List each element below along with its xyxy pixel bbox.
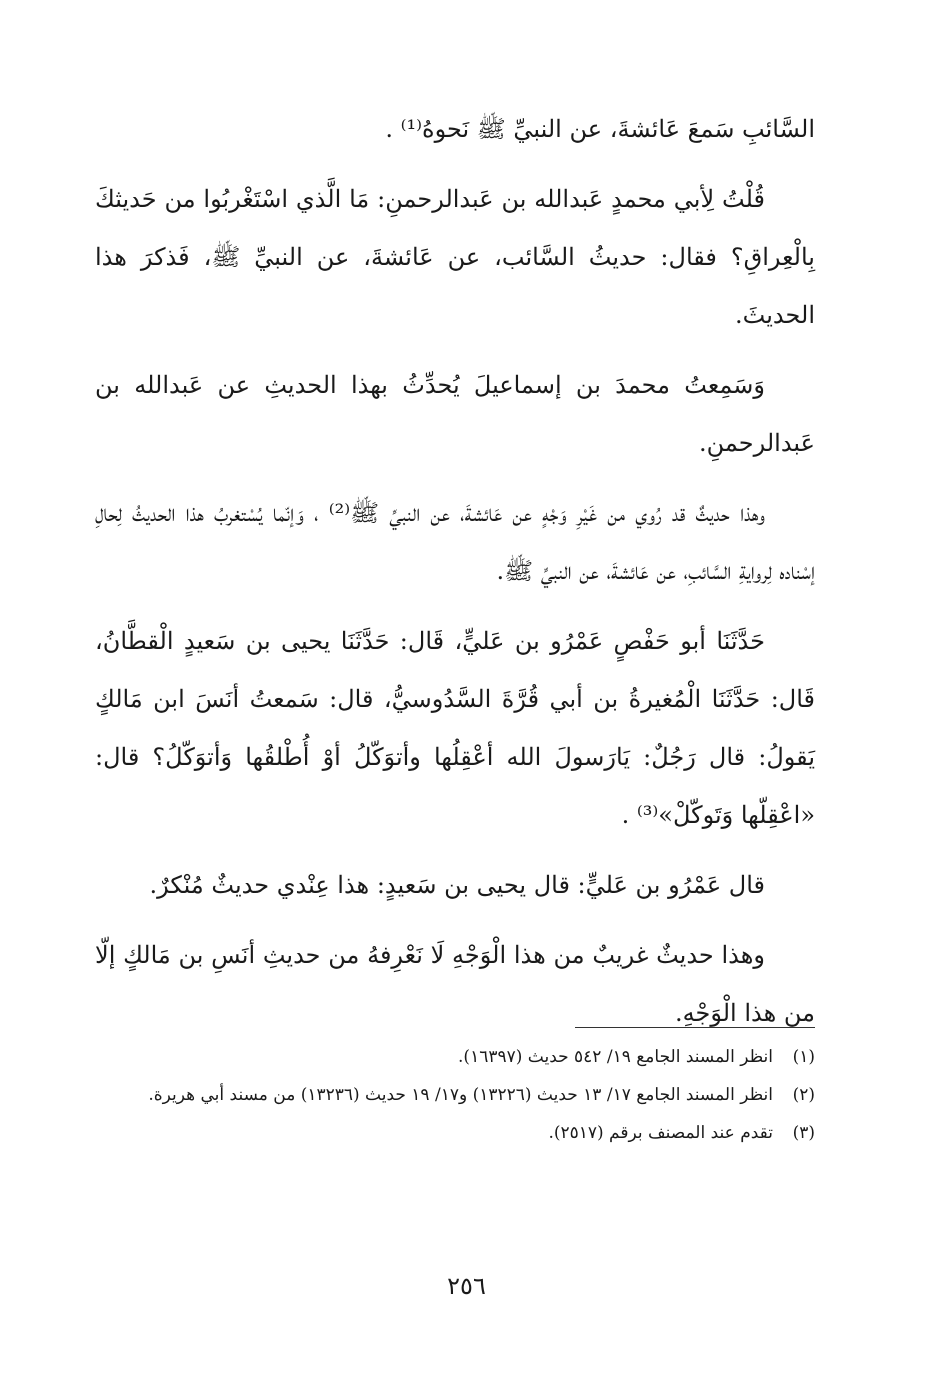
footnote-number: (٢) — [792, 1085, 815, 1105]
page-number: ٢٥٦ — [447, 1272, 486, 1300]
paragraph: وهذا حديثٌ قد رُوي من غَيْرِ وَجْهٍ عن عَائشةَ، عن النبيِّ ﷺ⁽²⁾ ، وَإنّما يُسْتغربُ هذا الحديثُ لِحالِ إسْناده لِروايةِ السَّائبِ، عن عَائشةَ، عن النبيِّ ﷺ. — [95, 499, 815, 585]
footnote — [95, 1040, 815, 1074]
paragraph: قال عَمْرُو بن عَليٍّ: قال يحيى بن سَعيدٍ: هذا عِنْدي حديثٌ مُنْكرٌ. — [149, 871, 765, 899]
paragraph: حَدَّثَنَا أبو حَفْصٍ عَمْرُو بن عَليٍّ، قَال: حَدَّثَنَا يحيى بن سَعيدٍ الْقطَّانُ، قَال: حَدَّثَنَا الْمُغيرةُ بن أبي قُرَّةَ السَّدُوسيُّ، قال: سَمعتُ أنَسَ ابن مَالكٍ يَقولُ: قال رَجُلٌ: يَارَسولَ الله أعْقِلُها وأتوَكّلُ أوْ أُطْلقُها وَأتوَكّلُ؟ قال: «اعْقِلّها وَتَوكّلْ»⁽³⁾ . — [95, 627, 815, 829]
paragraph: وَسَمِعتُ محمدَ بن إسماعيلَ يُحدِّثُ بهذا الحديثِ عن عَبدالله بن عَبدالرحمنِ. — [95, 371, 815, 457]
footnote-text: تقدم عند المصنف برقم (٢٥١٧). — [548, 1123, 773, 1143]
main-text — [95, 100, 815, 1054]
footnote-number: (١) — [792, 1047, 815, 1067]
paragraph: وهذا حديثٌ غريبٌ من هذا الْوَجْهِ لَا نَعْرِفهُ من حديثِ أنَسِ بن مَالكٍ إلّا من هذا الْوَجْهِ. — [95, 941, 815, 1027]
footnote — [95, 1116, 815, 1150]
footnote-number: (٣) — [792, 1123, 815, 1143]
footnotes — [95, 1040, 815, 1154]
footnote-text: انظر المسند الجامع ١٩/ ٥٤٢ حديث (١٦٣٩٧). — [458, 1047, 773, 1067]
paragraph: السَّائبِ سَمعَ عَائشةَ، عن النبيِّ ﷺ نَحوهُ⁽¹⁾ . — [385, 115, 815, 143]
footnote-text: انظر المسند الجامع ١٧/ ١٣ حديث (١٣٢٢٦) و١٧/ ١٩ حديث (١٣٢٣٦) من مسند أبي هريرة. — [148, 1085, 773, 1105]
paragraph: قُلْتُ لِأبي محمدٍ عَبدالله بن عَبدالرحمنِ: مَا الَّذي اسْتَغْربُوا من حَديثكَ بِالْعِراقِ؟ فقال: حديثُ السَّائب، عن عَائشةَ، عن النبيِّ ﷺ، فَذكرَ هذا الحديثَ. — [95, 185, 815, 329]
footnote — [95, 1078, 815, 1112]
footnote-divider — [575, 1027, 815, 1028]
